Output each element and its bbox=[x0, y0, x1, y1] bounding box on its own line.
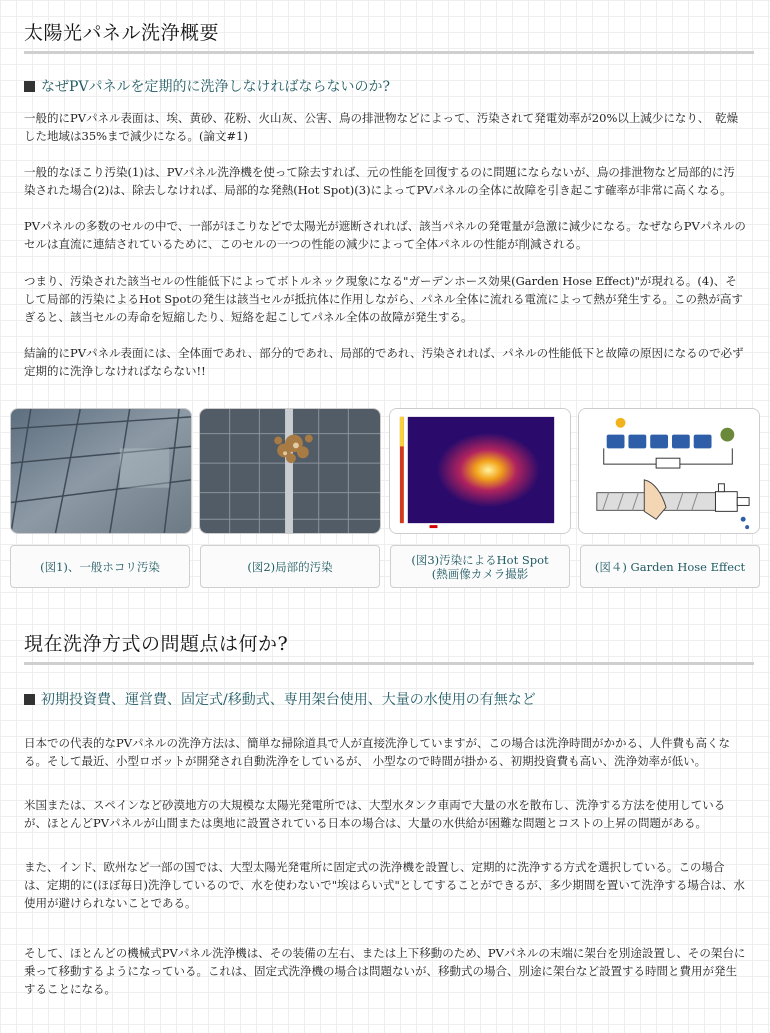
paragraph-mechanical-cleaner: そして、ほとんどの機械式PVパネル洗浄機は、その装備の左右、または上下移動のため、PVパネルの末端に架台を別途設置し、その架台に乗って移動するようになっている。これは、固定式洗浄機の場合は問題ないが、移動式の場合、別途に架台など設置する時間と費用が発生することになる。 bbox=[24, 946, 746, 996]
figure-dust-photo bbox=[10, 408, 192, 534]
subhead-cleaning-issues-text: 初期投資費、運営費、固定式/移動式、専用架台使用、大量の水使用の有無など bbox=[41, 692, 536, 708]
figure-garden-hose-diagram bbox=[578, 408, 760, 534]
paragraph-fixed-cleaner: また、インド、欧州など一部の国では、大型太陽光発電所に固定式の洗浄機を設置し、定期的に洗浄する方式を選択している。この場合は、定期的に(ほぼ毎日)洗浄しているので、水を使わないで"埃はらい式"としてすることができるが、多少期間を置いて洗浄する場合は、水使用が避けられないことである。 bbox=[24, 860, 745, 910]
thermal-hotspot-image bbox=[390, 409, 570, 533]
paragraph-garden-hose: つまり、汚染された該当セルの性能低下によってボトルネック現象になる"ガーデンホース効果(Garden Hose Effect)"が現れる。(4)、そして局部的汚染によるHot Spotの発生は該当セルが抵抗体に作用しながら、パネル全体に流れる電流によって熱が発生する。この熱が高すぎると、該当セルの寿命を短縮したり、短絡を起こしてパネル全体の故障が発生する。 bbox=[24, 274, 744, 324]
section-title-overview: 太陽光パネル洗浄概要 bbox=[24, 18, 754, 54]
subhead-why-clean bbox=[24, 76, 754, 96]
subhead-cleaning-issues bbox=[24, 689, 754, 709]
figure-caption-4: (図４) Garden Hose Effect bbox=[580, 545, 760, 588]
paragraph-conclusion: 結論的にPVパネル表面には、全体面であれ、部分的であれ、局部的であれ、汚染されれば、パネルの性能低下と故障の原因になるので必ず定期的に洗浄しなければならない!! bbox=[24, 346, 744, 378]
paragraph-japan-method: 日本での代表的なPVパネルの洗浄方法は、簡単な掃除道具で人が直接洗浄していますが、この場合は洗浄時間がかかる、人件費も高くなる。そして最近、小型ロボットが開発され自動洗浄をしているが、 小型なので時間が掛かる、初期投資費も高い、洗浄効率が低い。 bbox=[24, 736, 731, 768]
paragraph-cells: PVパネルの多数のセルの中で、一部がほこりなどで太陽光が遮断されれば、該当パネルの発電量が急激に減少になる。なぜならPVパネルのセルは直流に連結されているために、このセルの一つの性能の減少によって全体パネルの性能が削減される。 bbox=[24, 219, 746, 251]
subhead-why-clean-text: なぜPVパネルを定期的に洗浄しなければならないのか? bbox=[41, 79, 391, 95]
figure-thermal-photo bbox=[389, 408, 571, 534]
figure-caption-3: (図3)汚染によるHot Spot (熱画像カメラ撮影 bbox=[390, 545, 570, 588]
caption-row bbox=[10, 545, 760, 588]
square-bullet-icon bbox=[24, 694, 35, 705]
figure-local-contamination-photo bbox=[199, 408, 381, 534]
garden-hose-effect-illustration bbox=[579, 409, 759, 533]
paragraph-desert-method: 米国または、スペインなど砂漠地方の大規模な太陽光発電所では、大型水タンク車両で大量の水を散布し、洗浄する方法を使用しているが、ほとんどPVパネルが山間または奥地に設置されている日本の場合は、大量の水供給が困難な問題とコストの上昇の問題がある。 bbox=[24, 798, 726, 830]
section-title-problems: 現在洗浄方式の問題点は何か? bbox=[24, 629, 754, 665]
paragraph-contamination: 一般的にPVパネル表面は、埃、黄砂、花粉、火山灰、公害、鳥の排泄物などによって、汚染されて発電効率が20%以上減少になり、 乾燥した地域は35%まで減少になる。(論文#1) bbox=[24, 111, 739, 143]
square-bullet-icon bbox=[24, 81, 35, 92]
paragraph-hotspot: 一般的なほこり汚染(1)は、PVパネル洗浄機を使って除去すれば、元の性能を回復するのに問題にならないが、鳥の排泄物など局部的に汚染された場合(2)は、除去しなければ、局部的な発熱(Hot Spot)(3)によってPVパネルの全体に故障を引き起こす確率が非常に高くなる。 bbox=[24, 165, 735, 197]
figure-caption-2: (図2)局部的汚染 bbox=[200, 545, 380, 588]
bird-dropping-panel-image bbox=[200, 409, 380, 533]
figure-row bbox=[10, 408, 760, 534]
figure-caption-1: (図1)、一般ホコリ汚染 bbox=[10, 545, 190, 588]
solar-panel-dust-image bbox=[11, 409, 191, 533]
